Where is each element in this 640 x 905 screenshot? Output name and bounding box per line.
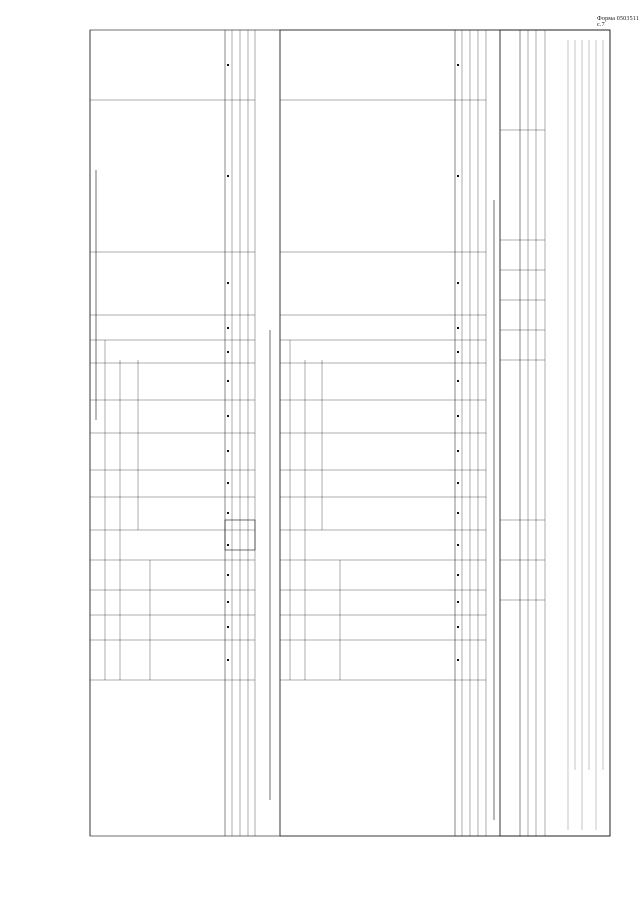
column-number-mark <box>457 544 459 546</box>
column-number-mark <box>457 659 459 661</box>
column-number-mark <box>227 626 229 628</box>
column-number-mark <box>457 574 459 576</box>
table-frame-3-5 <box>500 30 610 836</box>
column-number-mark <box>457 450 459 452</box>
column-number-mark <box>457 512 459 514</box>
column-number-mark <box>227 544 229 546</box>
column-number-mark <box>457 175 459 177</box>
column-number-mark <box>457 351 459 353</box>
column-number-mark <box>457 415 459 417</box>
column-number-mark <box>227 659 229 661</box>
column-number-mark <box>227 450 229 452</box>
column-number-mark <box>457 482 459 484</box>
column-number-mark <box>457 626 459 628</box>
column-number-mark <box>227 64 229 66</box>
column-number-mark <box>457 601 459 603</box>
column-number-mark <box>227 282 229 284</box>
form-number-label: Форма 0503511 с.7 <box>597 16 639 28</box>
column-number-mark <box>227 380 229 382</box>
column-number-mark <box>457 327 459 329</box>
column-number-mark <box>227 351 229 353</box>
column-number-mark <box>227 512 229 514</box>
column-number-mark <box>227 327 229 329</box>
column-number-mark <box>227 415 229 417</box>
column-number-mark <box>227 482 229 484</box>
column-number-mark <box>227 574 229 576</box>
column-number-mark <box>457 380 459 382</box>
column-number-mark <box>457 282 459 284</box>
column-number-mark <box>227 175 229 177</box>
column-number-mark <box>227 601 229 603</box>
column-number-mark <box>457 64 459 66</box>
